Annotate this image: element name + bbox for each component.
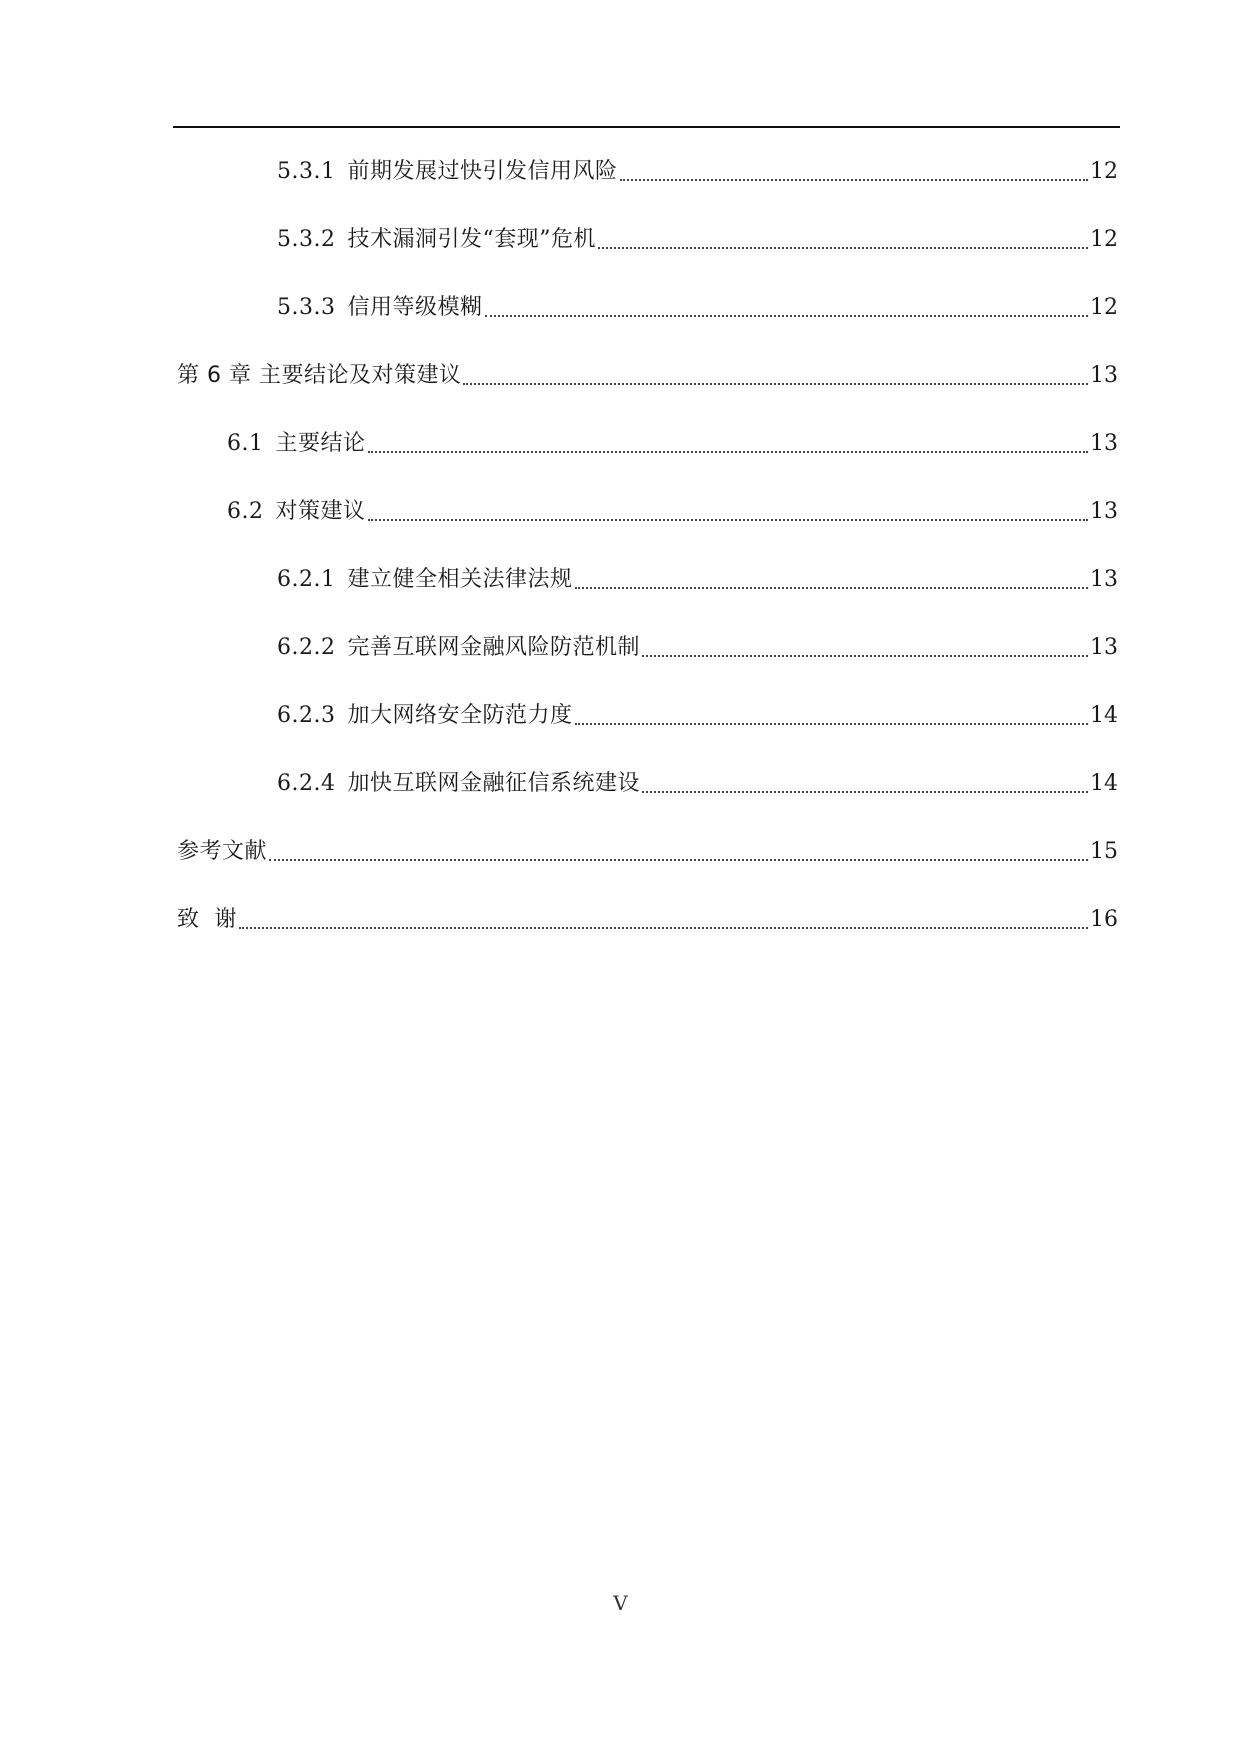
toc-entry-5-3-1[interactable] <box>277 154 1118 190</box>
toc-entry-title: 致 谢 <box>177 907 237 932</box>
toc-entry-6-2-4[interactable] <box>277 766 1118 802</box>
toc-entry-text <box>277 698 573 734</box>
toc-entry-page: 12 <box>1090 295 1118 320</box>
toc-entry-title: 主要结论 <box>275 431 366 456</box>
toc-entry-5-3-3[interactable] <box>277 290 1118 326</box>
toc-entry-text <box>277 562 573 598</box>
toc-entry-page: 13 <box>1090 363 1118 388</box>
toc-entry-page: 13 <box>1090 431 1118 456</box>
dot-leader <box>463 383 1088 385</box>
toc-entry-number: 6.2 <box>227 499 264 524</box>
toc-entry-number: 6.2.3 <box>277 703 336 728</box>
toc-entry-6-2-1[interactable] <box>277 562 1118 598</box>
toc-entry-title: 加快互联网金融征信系统建设 <box>347 771 640 796</box>
dot-leader <box>368 451 1088 453</box>
toc-entry-text <box>227 494 366 530</box>
dot-leader <box>368 519 1088 521</box>
toc-entry-page: 14 <box>1090 771 1118 796</box>
dot-leader <box>239 927 1088 929</box>
dot-leader <box>269 859 1088 861</box>
toc-entry-page: 13 <box>1090 635 1118 660</box>
page-number: V <box>613 1591 628 1615</box>
toc-entry-page: 13 <box>1090 499 1118 524</box>
toc-entry-title: 参考文献 <box>177 839 268 864</box>
toc-entry-title: 对策建议 <box>275 499 366 524</box>
toc-entry-number: 6.2.2 <box>277 635 336 660</box>
toc-entry-title: 完善互联网金融风险防范机制 <box>347 635 640 660</box>
toc-entry-page: 14 <box>1090 703 1118 728</box>
toc-entry-page: 15 <box>1090 839 1118 864</box>
toc-entry-title: 前期发展过快引发信用风险 <box>347 159 618 184</box>
toc-entry-acknowledgements[interactable] <box>177 902 1118 938</box>
toc-entry-5-3-2[interactable] <box>277 222 1118 258</box>
toc-entry-number: 6.2.4 <box>277 771 336 796</box>
toc-entry-number: 5.3.3 <box>277 295 336 320</box>
toc-entry-number: 5.3.2 <box>277 227 336 252</box>
toc-entry-number: 5.3.1 <box>277 159 336 184</box>
toc-entry-page: 13 <box>1090 567 1118 592</box>
toc-entry-6-2-3[interactable] <box>277 698 1118 734</box>
toc-entry-text <box>227 426 366 462</box>
toc-entry-chapter-6[interactable] <box>177 358 1118 394</box>
toc-entry-text <box>277 630 640 666</box>
toc-entry-6-2[interactable] <box>227 494 1118 530</box>
toc-entry-text <box>277 290 483 326</box>
dot-leader <box>598 247 1088 249</box>
toc-entry-number: 6.1 <box>227 431 264 456</box>
toc-entry-title: 技术漏洞引发“套现”危机 <box>347 227 596 252</box>
toc-entry-title: 建立健全相关法律法规 <box>347 567 573 592</box>
dot-leader <box>642 791 1088 793</box>
toc-entry-page: 12 <box>1090 159 1118 184</box>
toc-entry-title: 信用等级模糊 <box>347 295 483 320</box>
toc-entry-references[interactable] <box>177 834 1118 870</box>
toc-entry-page: 16 <box>1090 907 1118 932</box>
toc-entry-title: 加大网络安全防范力度 <box>347 703 573 728</box>
toc-entry-text <box>277 154 618 190</box>
toc-entry-title: 第 6 章 主要结论及对策建议 <box>177 363 462 388</box>
toc-entry-6-1[interactable] <box>227 426 1118 462</box>
toc-entry-text <box>277 766 640 802</box>
toc-entry-6-2-2[interactable] <box>277 630 1118 666</box>
dot-leader <box>575 723 1089 725</box>
toc-entry-page: 12 <box>1090 227 1118 252</box>
toc-entry-number: 6.2.1 <box>277 567 336 592</box>
dot-leader <box>575 587 1089 589</box>
dot-leader <box>620 179 1089 181</box>
toc-entry-text <box>277 222 596 258</box>
dot-leader <box>642 655 1088 657</box>
dot-leader <box>485 315 1089 317</box>
